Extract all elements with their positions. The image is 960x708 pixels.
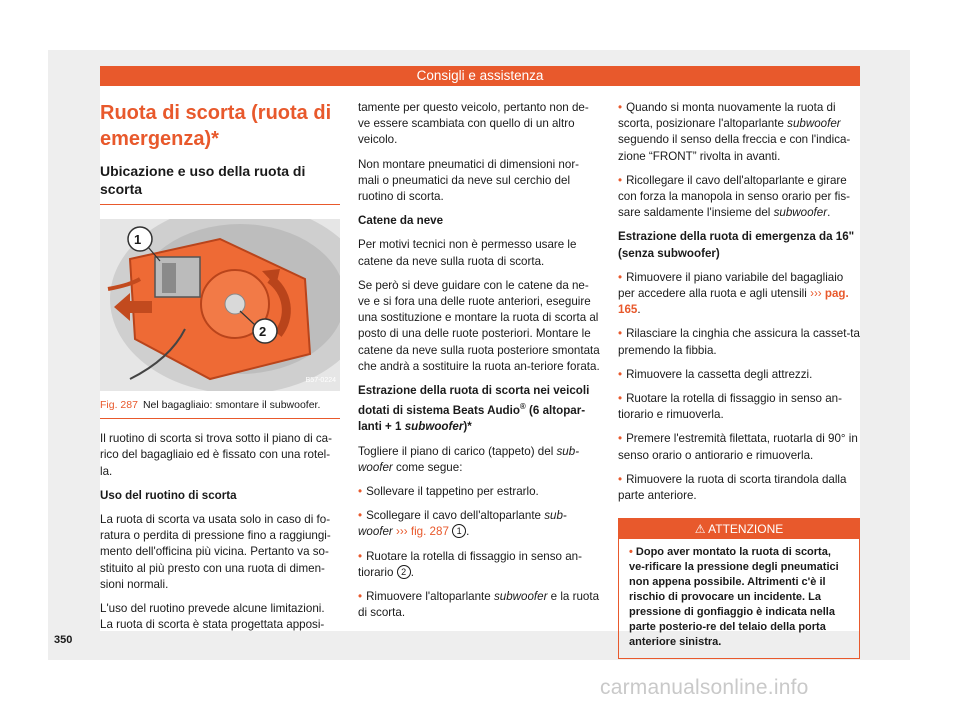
reference-arrow-icon: ››› <box>810 287 822 301</box>
bullet-icon: • <box>358 589 363 603</box>
figure-label: Fig. 287 <box>100 399 138 411</box>
text: Togliere il piano di carico (tappeto) del <box>358 444 557 458</box>
text: . <box>827 206 831 220</box>
warning-header <box>619 519 859 539</box>
bullet-icon: • <box>618 327 623 341</box>
list-item <box>618 326 860 358</box>
warning-body <box>619 539 859 658</box>
page-title: Ruota di scorta (ruota di emergenza)* <box>100 102 332 150</box>
page-reference-link[interactable]: pag. 165 <box>618 287 849 317</box>
list-item <box>618 431 860 463</box>
section-heading: Uso del ruotino di scorta <box>100 488 237 502</box>
figure-reference-link[interactable]: fig. 287 <box>410 525 449 539</box>
heading-part: )* <box>463 420 472 434</box>
text: Ruotare la rotella di fissaggio in senso an-tiorario <box>358 549 582 579</box>
paragraph: L'uso del ruotino prevede alcune limitazioni. La ruota di scorta è stata progettata apposi- <box>100 602 325 632</box>
warning-title: ATTENZIONE <box>708 522 784 537</box>
column-2 <box>358 100 600 629</box>
bullet-icon: • <box>618 367 623 381</box>
warning-box <box>618 518 860 659</box>
list-item: • Rimuovere il piano variabile del bagagliaio per accedere alla ruota e agli utensili ››› pag. 165. <box>618 270 849 317</box>
figure-subwoofer <box>100 219 340 391</box>
figure-caption <box>100 397 340 419</box>
section-subtitle: Ubicazione e uso della ruota di scorta <box>100 162 340 205</box>
heading-italic: subwoofer <box>404 420 464 434</box>
text-italic: subwoofer <box>773 206 828 220</box>
text: Scollegare il cavo dell'altoparlante <box>366 509 545 523</box>
paragraph: La ruota di scorta va usata solo in caso di fo-ratura o perdita di pressione fino a raggiungi-mento dell'officina più vicina. Pertanto va so-stituito al più presto con una ruota di dimen-sioni normali. <box>100 513 331 591</box>
text: Rimuovere la ruota di scorta tirandola dalla parte anteriore. <box>618 472 847 503</box>
column-1 <box>100 100 340 641</box>
paragraph: Non montare pneumatici di dimensioni nor-mali o pneumatici da neve sul cerchio del ruotino di scorta. <box>358 157 580 204</box>
paragraph <box>358 444 600 476</box>
paragraph: tamente per questo veicolo, pertanto non de-ve essere scambiata con quello di un altro veicolo. <box>358 101 589 147</box>
callout-ref-1: 1 <box>452 524 466 538</box>
heading-part: Estrazione della ruota di scorta nei veicoli dotati di sistema Beats Audio <box>358 384 590 418</box>
text-italic: sub-woofer <box>358 509 567 539</box>
list-item <box>618 173 860 222</box>
text: Quando si monta nuovamente la ruota di scorta, posizionare l'altoparlante <box>618 101 836 131</box>
bullet-icon: • <box>358 549 363 563</box>
page-number: 350 <box>54 634 73 646</box>
bullet-icon: • <box>618 270 623 284</box>
text: Rimuovere la cassetta degli attrezzi. <box>626 367 813 381</box>
paragraph: Se però si deve guidare con le catene da ne-ve e si fora una delle ruote anteriori, eseguire una sostituzione e montare la ruota di scorta al posto di una delle ruote posteriori. Montare le catene da neve sulla ruota posteriore smontata che andrà a sostituire la ruota an-teriore forata. <box>358 278 600 373</box>
text: Ruotare la rotella di fissaggio in senso an-tiorario e rimuoverla. <box>618 392 842 422</box>
bullet-icon: • <box>618 392 623 406</box>
registered-mark: ® <box>519 402 526 412</box>
bullet-icon: • <box>358 484 363 498</box>
list-item: • Scollegare il cavo dell'altoparlante sub-woofer ››› fig. 287 1 . <box>358 509 567 539</box>
text: Rimuovere il piano variabile del bagagliaio per accedere alla ruota e agli utensili <box>618 270 844 301</box>
list-item <box>358 589 600 621</box>
text: come segue: <box>392 460 463 474</box>
callout-ref-2: 2 <box>397 565 411 579</box>
reference-arrow-icon: ››› <box>396 525 408 539</box>
figure-caption-text: Nel bagagliaio: smontare il subwoofer. <box>142 399 321 411</box>
bullet-icon: • <box>629 546 633 559</box>
text-italic: subwoofer <box>493 589 548 603</box>
text: Ricollegare il cavo dell'altoparlante e girare con forza la manopola in senso orario per fis-sare saldamente l'insieme del <box>618 173 850 220</box>
text: Rimuovere l'altoparlante <box>366 589 494 603</box>
section-heading: Estrazione della ruota di emergenza da 16" (senza subwoofer) <box>618 230 855 260</box>
paragraph: Per motivi tecnici non è permesso usare le catene da neve sulla ruota di scorta. <box>358 238 577 268</box>
bullet-icon: • <box>618 101 623 114</box>
warning-triangle-icon: ⚠ <box>694 522 706 537</box>
section-header: Consigli e assistenza <box>100 66 860 86</box>
paragraph: Il ruotino di scorta si trova sotto il piano di ca-rico del bagagliaio ed è fissato con una rotel-la. <box>100 432 332 478</box>
bullet-icon: • <box>618 432 623 446</box>
list-item: • Ruotare la rotella di fissaggio in senso an-tiorario 2 . <box>358 549 582 579</box>
text: seguendo il senso della freccia e con l'indica-zione “FRONT” rivolta in avanti. <box>618 133 851 163</box>
list-item <box>618 391 860 423</box>
warning-text: Dopo aver montato la ruota di scorta, ve-rificare la pressione degli pneumatici non appena possibile. Altrimenti c'è il rischio di provocare un incidente. La pressione di gonfiaggio è indicata nella parte posterio-re del telaio della porta anteriore sinistra. <box>629 546 839 649</box>
text: Sollevare il tappetino per estrarlo. <box>366 484 539 498</box>
list-item <box>618 472 860 504</box>
text: Rilasciare la cinghia che assicura la casset-ta premendo la fibbia. <box>618 327 860 357</box>
text-italic: subwoofer <box>787 117 841 131</box>
list-item <box>618 100 860 165</box>
bullet-icon: • <box>618 472 623 486</box>
list-item <box>618 367 860 383</box>
section-heading <box>358 383 600 435</box>
text: Premere l'estremità filettata, ruotarla di 90° in senso orario o antiorario e rimuoverla. <box>618 432 858 462</box>
text: e la ruota di scorta. <box>358 589 600 620</box>
figure-code: B57-0224 <box>305 376 336 384</box>
list-item <box>358 484 600 500</box>
callout-1: 1 <box>134 232 142 247</box>
callout-2: 2 <box>259 324 267 339</box>
text-italic: sub-woofer <box>358 444 580 474</box>
section-heading: Catene da neve <box>358 214 444 228</box>
column-3 <box>618 100 860 659</box>
watermark: carmanualsonline.info <box>600 676 809 699</box>
bullet-icon: • <box>618 173 623 187</box>
heading-part: (6 altopar-lanti + 1 <box>358 404 586 434</box>
bullet-icon: • <box>358 509 363 523</box>
